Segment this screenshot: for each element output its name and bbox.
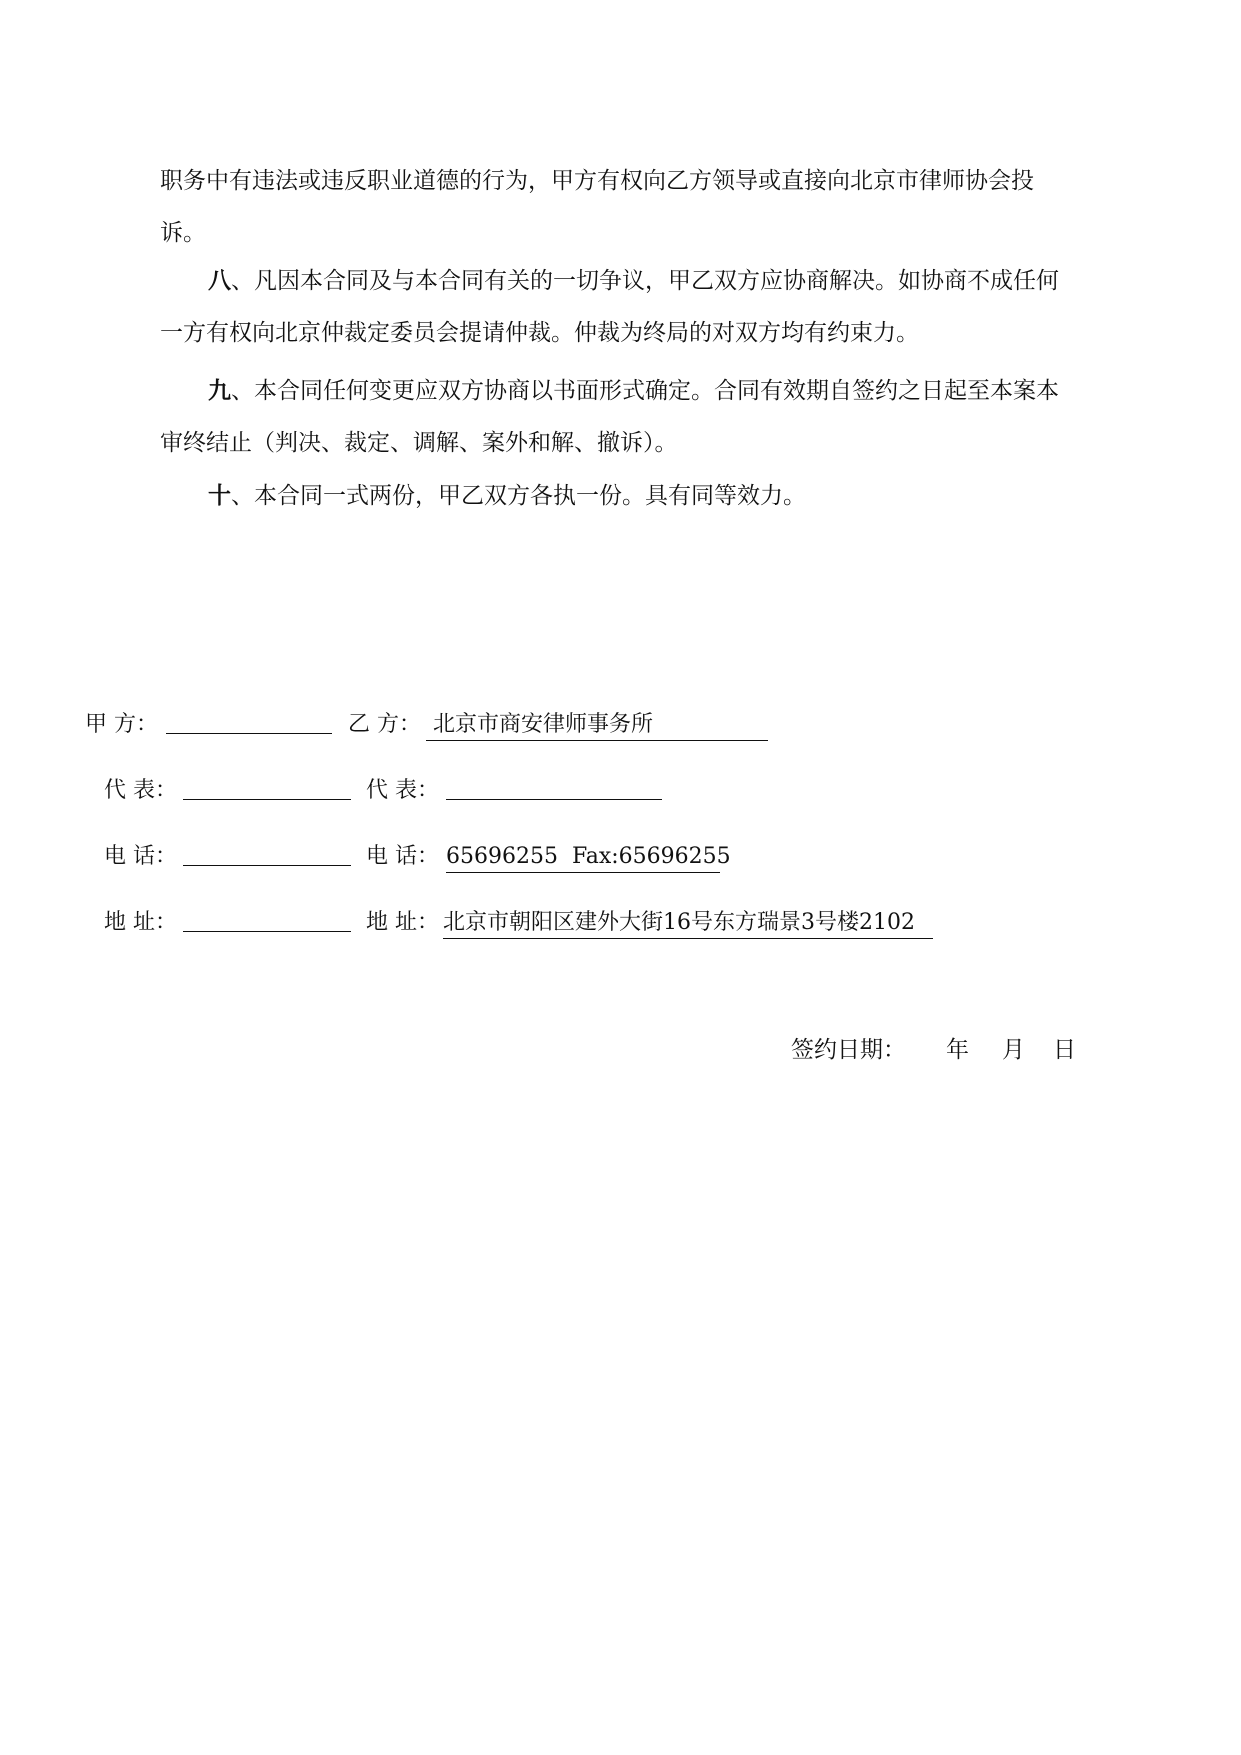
rep-a-label: 代 表： — [104, 778, 177, 803]
paragraph-9 — [160, 365, 1066, 469]
paragraph-7-continuation — [160, 155, 1066, 259]
paragraph-text: 、凡因本合同及与本合同有关的一切争议，甲乙双方应协商解决。如协商不成任何一方有权向北京仲裁定委员会提请仲裁。仲裁为终局的对双方均有约束力。 — [160, 268, 1059, 346]
addr-a-label: 地 址： — [104, 910, 177, 935]
paragraph-text: 、本合同一式两份，甲乙双方各执一份。具有同等效力。 — [231, 483, 806, 509]
phone-b-label: 电 话： — [366, 844, 439, 869]
rep-a-blank[interactable] — [183, 771, 351, 800]
paragraph-text: 、本合同任何变更应双方协商以书面形式确定。合同有效期自签约之日起至本案本审终结止（判决、裁定、调解、案外和解、撤诉）。 — [160, 378, 1059, 456]
signing-date-row — [0, 1030, 1241, 1070]
signature-row-phone — [0, 837, 1241, 877]
paragraph-text: 职务中有违法或违反职业道德的行为，甲方有权向乙方领导或直接向北京市律师协会投诉。 — [160, 168, 1034, 246]
party-b-value: 北京市商安律师事务所 — [426, 710, 768, 741]
date-month: 月 — [1002, 1037, 1025, 1063]
party-a-blank[interactable] — [166, 705, 332, 734]
party-a-label: 甲 方： — [85, 712, 158, 737]
date-day: 日 — [1053, 1037, 1076, 1063]
clause-number: 十 — [208, 482, 231, 509]
paragraph-10 — [160, 470, 1066, 522]
clause-number: 九 — [208, 377, 231, 404]
phone-a-label: 电 话： — [104, 844, 177, 869]
signing-date-label: 签约日期： — [791, 1037, 906, 1063]
rep-b-label: 代 表： — [366, 778, 439, 803]
clause-number: 八 — [208, 267, 231, 294]
rep-b-blank[interactable] — [446, 771, 662, 800]
signature-row-address — [0, 903, 1241, 943]
addr-a-blank[interactable] — [183, 903, 351, 932]
date-year: 年 — [946, 1037, 969, 1063]
signature-row-party — [0, 705, 1241, 745]
signature-row-representative — [0, 771, 1241, 811]
party-b-label: 乙 方： — [348, 712, 421, 737]
addr-b-value: 北京市朝阳区建外大街16号东方瑞景3号楼2102 — [443, 908, 933, 939]
addr-b-label: 地 址： — [366, 910, 439, 935]
paragraph-8 — [160, 255, 1066, 359]
phone-b-value: 65696255 Fax:65696255 — [446, 842, 720, 873]
phone-a-blank[interactable] — [183, 837, 351, 866]
